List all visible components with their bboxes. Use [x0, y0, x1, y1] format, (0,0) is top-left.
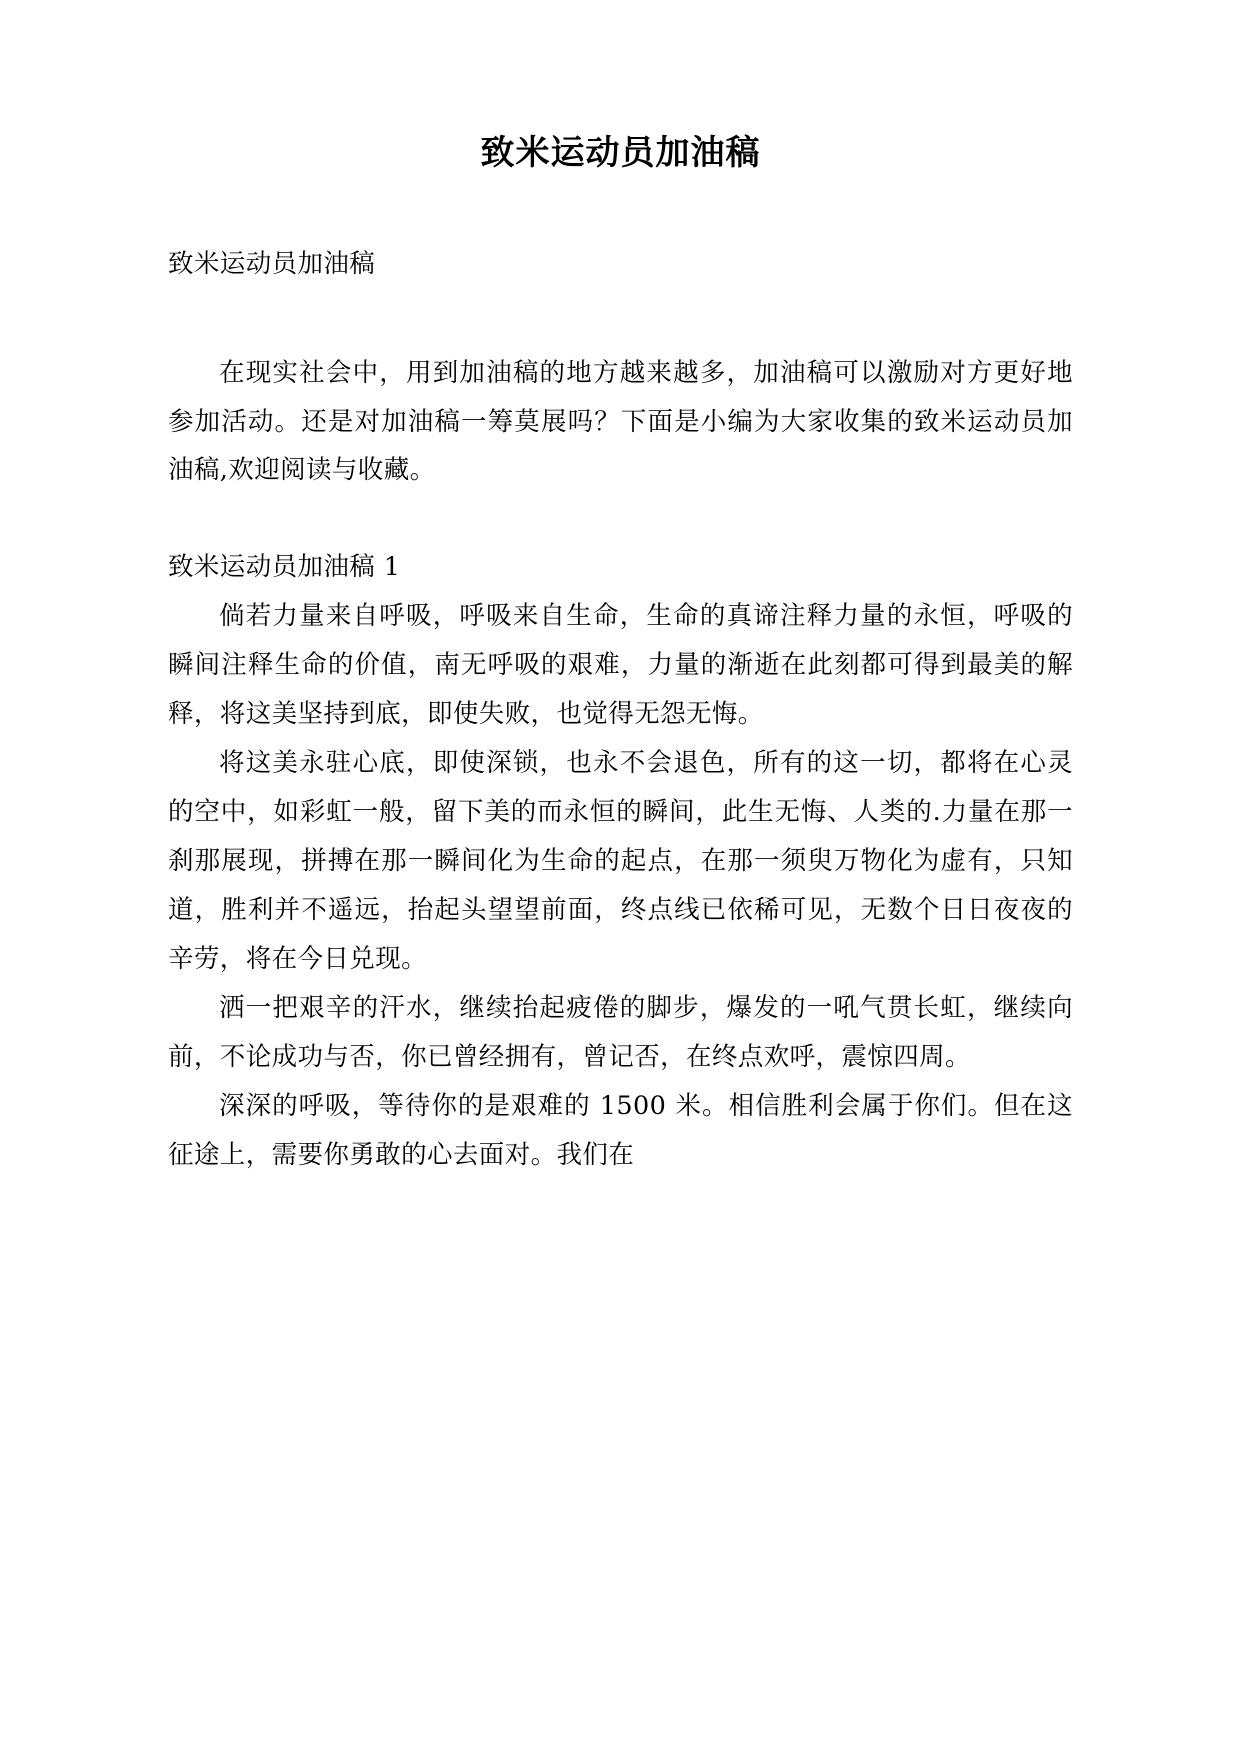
- body-paragraph-3: 洒一把艰辛的汗水，继续抬起疲倦的脚步，爆发的一吼气贯长虹，继续向前，不论成功与否，你已曾经拥有，曾记否，在终点欢呼，震惊四周。: [168, 992, 1073, 1072]
- page-title: 致米运动员加油稿: [480, 133, 761, 173]
- section-heading-1: 致米运动员加油稿 1: [168, 552, 401, 583]
- body-paragraph-1: 倘若力量来自呼吸，呼吸来自生命，生命的真谛注释力量的永恒，呼吸的瞬间注释生命的价值，南无呼吸的艰难，力量的渐逝在此刻都可得到最美的解释，将这美坚持到底，即使失败，也觉得无怨无悔。: [168, 601, 1073, 730]
- spacer: [168, 521, 1073, 543]
- body-paragraph-4: 深深的呼吸，等待你的是艰难的 1500 米。相信胜利会属于你们。但在这征途上，需要你勇敢的心去面对。我们在: [168, 1090, 1073, 1170]
- body-paragraph-2: 将这美永驻心底，即使深锁，也永不会退色，所有的这一切，都将在心灵的空中，如彩虹一般，留下美的而永恒的瞬间，此生无悔、人类的.力量在那一刹那展现，拼搏在那一瞬间化为生命的起点，在那一须臾万物化为虚有，只知道，胜利并不遥远，抬起头望望前面，终点线已依稀可见，无数个日日夜夜的辛劳，将在今日兑现。: [168, 748, 1073, 975]
- spacer: [168, 315, 1073, 349]
- subtitle-line: 致米运动员加油稿: [168, 248, 376, 279]
- intro-paragraph: 在现实社会中，用到加油稿的地方越来越多，加油稿可以激励对方更好地参加活动。还是对加油稿一筹莫展吗？下面是小编为大家收集的致米运动员加油稿,欢迎阅读与收藏。: [168, 357, 1073, 486]
